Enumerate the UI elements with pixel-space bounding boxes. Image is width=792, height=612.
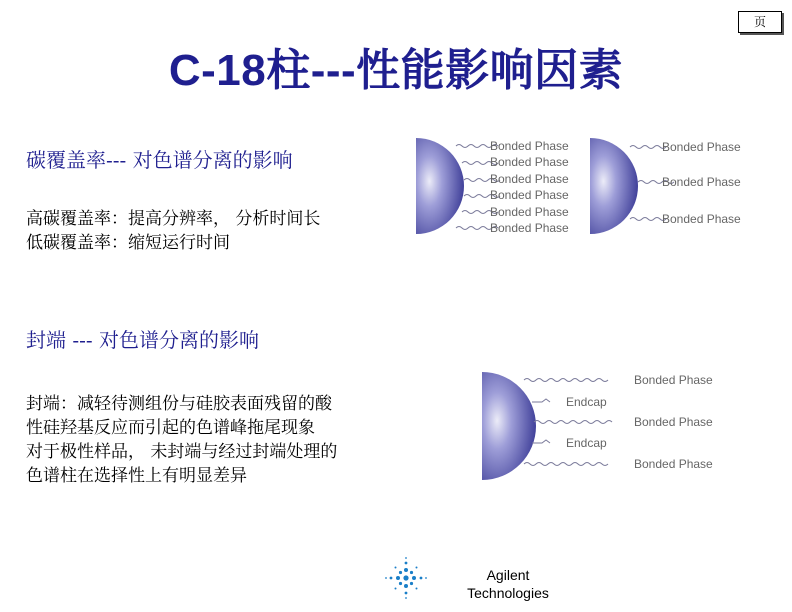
bonded-phase-label: Bonded Phase bbox=[662, 140, 741, 154]
slide-title: C-18柱---性能影响因素 bbox=[168, 46, 624, 95]
bonded-phase-label: Bonded Phase bbox=[662, 212, 741, 226]
bonded-phase-label: Bonded Phase bbox=[490, 172, 569, 186]
silica-particle bbox=[590, 138, 638, 234]
bonded-phase-label: Bonded Phase bbox=[634, 457, 713, 471]
silica-particle bbox=[416, 138, 464, 234]
low-coverage-diagram bbox=[586, 136, 758, 236]
company-name bbox=[440, 566, 576, 602]
bonded-phase-label: Bonded Phase bbox=[490, 139, 569, 153]
bonded-phase-label: Bonded Phase bbox=[490, 155, 569, 169]
bonded-phase-label: Bonded Phase bbox=[490, 221, 569, 235]
section2-text bbox=[26, 392, 337, 488]
bonded-chains bbox=[524, 379, 612, 466]
endcap-label: Endcap bbox=[566, 436, 607, 450]
bonded-phase-label: Bonded Phase bbox=[634, 373, 713, 387]
silica-particle bbox=[482, 372, 536, 480]
high-coverage-diagram bbox=[412, 136, 588, 236]
section2-line: 性硅羟基反应而引起的色谱峰拖尾现象 bbox=[26, 418, 315, 438]
bonded-phase-label: Bonded Phase bbox=[490, 188, 569, 202]
section1-text bbox=[26, 207, 320, 255]
bonded-phase-label: Bonded Phase bbox=[634, 415, 713, 429]
company-line1: Agilent bbox=[486, 567, 530, 583]
section1-line: 高碳覆盖率：提高分辨率， 分析时间长 bbox=[26, 209, 321, 229]
endcap-diagram bbox=[478, 370, 728, 482]
company-line2: Technologies bbox=[467, 585, 549, 601]
section2-line: 封端：减轻待测组份与硅胶表面残留的酸 bbox=[26, 394, 332, 414]
section1-line: 低碳覆盖率：缩短运行时间 bbox=[26, 233, 230, 253]
section2-line: 对于极性样品， 未封端与经过封端处理的 bbox=[26, 442, 338, 462]
page-label-box: 页 bbox=[738, 11, 782, 33]
section2-heading: 封端 --- 对色谱分离的影响 bbox=[26, 328, 259, 352]
bonded-phase-label: Bonded Phase bbox=[490, 205, 569, 219]
agilent-logo-icon bbox=[384, 556, 428, 600]
section2-line: 色谱柱在选择性上有明显差异 bbox=[26, 466, 247, 486]
endcap-label: Endcap bbox=[566, 395, 607, 409]
bonded-phase-label: Bonded Phase bbox=[662, 175, 741, 189]
section1-heading: 碳覆盖率--- 对色谱分离的影响 bbox=[26, 148, 293, 172]
